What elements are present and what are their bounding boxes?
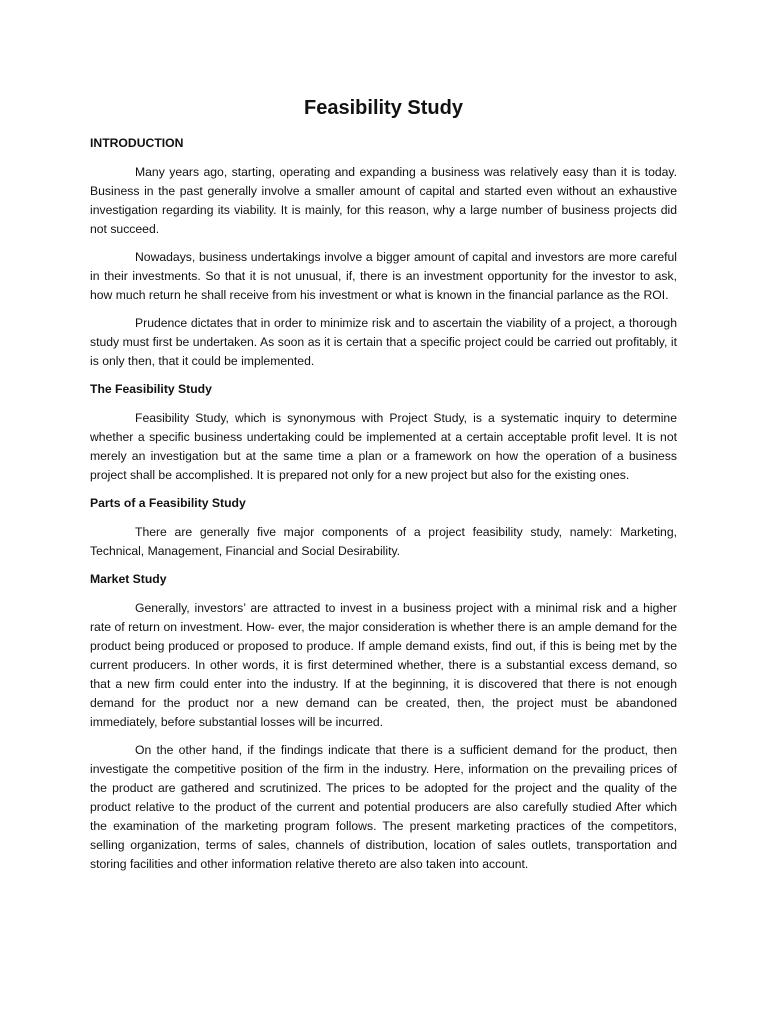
section-parts-of-feasibility-study [90,494,677,561]
paragraph: Nowadays, business undertakings involve a bigger amount of capital and investors are more careful in their investments. So that it is not unusual, if, there is an investment opportunity for the investor to ask, how much return he shall receive from his investment or what is known in the financial parlance as the ROI. [90,250,677,302]
section-market-study [90,570,677,874]
section-heading: The Feasibility Study [90,382,212,396]
paragraph: On the other hand, if the findings indicate that there is a sufficient demand for the product, then investigate the competitive position of the firm in the industry. Here, information on the prevailing prices of the product are gathered and scrutinized. The prices to be adopted for the project and the quality of the product relative to the product of the current and potential producers are also carefully studied After which the examination of the marketing program follows. The present marketing practices of the competitors, selling organization, terms of sales, channels of distribution, location of sales outlets, transportation and storing facilities and other information relative thereto are also taken into account. [90,743,677,871]
paragraph: Feasibility Study, which is synonymous with Project Study, is a systematic inquiry to determine whether a specific business undertaking could be implemented at a certain acceptable profit level. It is not merely an investigation but at the same time a plan or a framework on how the operation of a business project shall be accomplished. It is prepared not only for a new project but also for the existing ones. [90,411,677,482]
document-page [90,96,677,883]
section-feasibility-study [90,380,677,485]
paragraph: Generally, investors’ are attracted to invest in a business project with a minimal risk and a higher rate of return on investment. How- ever, the major consideration is whether there is an ample demand for the product being produced or proposed to produce. If ample demand exists, find out, if this is being met by the current producers. In other words, it is first determined whether, there is a substantial excess demand, so that a new firm could enter into the industry. If at the beginning, it is discovered that there is not enough demand for the product nor a new demand can be created, then, the project must be abandoned immediately, before substantial losses will be incurred. [90,601,677,729]
paragraph: There are generally five major components of a project feasibility study, namely: Marketing, Technical, Management, Financial and Social Desirability. [90,525,677,558]
section-introduction [90,134,677,371]
section-heading: Parts of a Feasibility Study [90,496,246,510]
section-heading: INTRODUCTION [90,136,184,150]
document-title: Feasibility Study [304,97,463,119]
section-heading: Market Study [90,572,167,586]
paragraph: Many years ago, starting, operating and expanding a business was relatively easy than it is today. Business in the past generally involve a smaller amount of capital and started even without an exhaustive investigation regarding its viability. It is mainly, for this reason, why a large number of business projects did not succeed. [90,165,677,236]
paragraph: Prudence dictates that in order to minimize risk and to ascertain the viability of a project, a thorough study must first be undertaken. As soon as it is certain that a specific project could be carried out profitably, it is only then, that it could be implemented. [90,316,677,368]
